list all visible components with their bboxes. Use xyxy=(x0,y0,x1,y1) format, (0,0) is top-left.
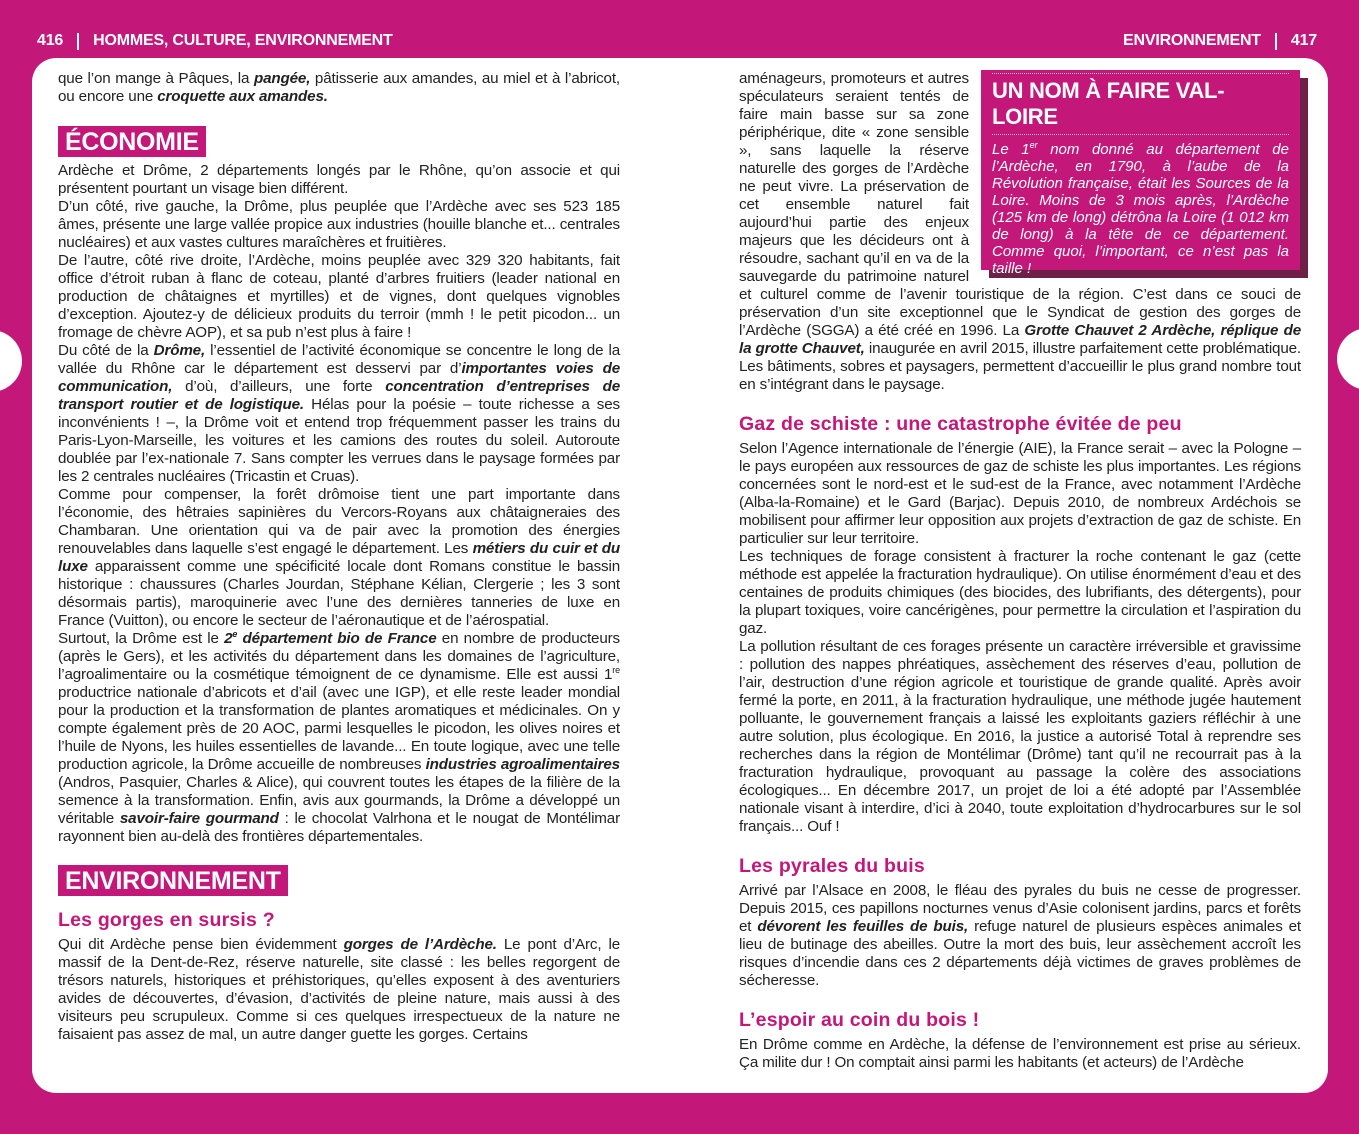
running-head-right xyxy=(1123,30,1317,52)
espoir-paragraph: En Drôme comme en Ardèche, la défense de l’environnement est prise au sérieux. Ça milite dur ! On comptait ainsi parmi les habitants (et acteurs) de l’Ardèche xyxy=(739,1036,1301,1071)
chapter-title: HOMMES, CULTURE, ENVIRONNEMENT xyxy=(93,32,393,49)
economie-paragraph: Ardèche et Drôme, 2 départements longés par le Rhône, qu’on associe et qui présentent pourtant un visage bien différent. xyxy=(58,162,620,197)
sidebar-box-text: Le 1er nom donné au département de l’Ardèche, en 1790, à l’aube de la Révolution française, était les Sources de la Loire. Moins de 3 mois après, l’Ardèche (125 km de long) détrôna la Loire (1 012 km de long) à la tête de ce département. Comme quoi, l’important, ce n’est pas la taille ! xyxy=(992,140,1289,277)
gaz-paragraph: Les techniques de forage consistent à fracturer la roche contenant le gaz (cette méthode est appelée la fracturation hydraulique). On utilise énormément d’eau et des centaines de produits chimiques (des biocides, des lubrifiants, des détergents), pour la plupart toxiques, voire cancérigènes, pour permettre la circulation et l’aspiration du gaz. xyxy=(739,548,1301,637)
pyrales-paragraph: Arrivé par l’Alsace en 2008, le fléau des pyrales du buis ne cesse de progresser. Depuis 2015, ces papillons nocturnes venus d’Asie colonisent jardins, parcs et forêts et dévorent les feuilles de buis, refuge naturel de plusieurs espèces animales et lieu de butinage des abeilles. Outre la mort des buis, leur assèchement accroît les risques d’incendie dans ces 2 départements déjà victimes de graves problèmes de sécheresse. xyxy=(739,882,1301,989)
page-tab-notch-left xyxy=(0,330,22,392)
gaz-paragraph: La pollution résultant de ces forages présente un caractère irréversible et gravissime : pollution des nappes phréatiques, assèchement des réserves d’eau, pollution de l’air, destruction d’une région agricole et touristique de grande qualité. Après avoir fermé la porte, en 2011, à la fracturation hydraulique, une méthode jugée hautement polluante, le gouvernement français a laissé les exploitants gaziers réfléchir à une autre solution, plus écologique. En 2016, la justice a autorisé Total à reprendre ses recherches dans la région de Montélimar (Drôme) tant qu’il ne recourrait pas à la fracturation hydraulique, provoquant au passage la colère des associations écologiques... En décembre 2017, un projet de loi a été adopté par l’Assemblée nationale visant à interdire, d’ici à 2040, toute exploitation d’hydrocarbures sur le sol français... Ouf ! xyxy=(739,638,1301,835)
sidebar-box-panel xyxy=(981,70,1300,277)
subheading-gorges: Les gorges en sursis ? xyxy=(58,909,275,931)
subheading-espoir: L’espoir au coin du bois ! xyxy=(739,1009,980,1031)
page-number-right: 417 xyxy=(1290,32,1317,49)
section-title: ENVIRONNEMENT xyxy=(1123,32,1261,49)
economie-paragraph: De l’autre, côté rive droite, l’Ardèche, moins peuplée avec 329 320 habitants, fait office d’étroit ruban à flanc de coteau, planté d’arbres fruitiers (leader national en production de châtaignes et myrtilles) et de vignes, dont quelques vignobles d’exception. Ajoutez-y de délicieux produits du terroir (mmh ! le petit picodon... un fromage de chèvre AOP), et sa pub n’est plus à faire ! xyxy=(58,252,620,341)
economie-paragraph: Comme pour compenser, la forêt drômoise tient une part importante dans l’économie, des hêtraies sapinières du Vercors-Royans aux châtaigneraies des Chambaran. Une orientation qui va de pair avec la promotion des énergies renouvelables dans laquelle s’est engagé le département. Les métiers du cuir et du luxe apparaissent comme une spécificité locale dont Romans constitue le bassin historique : chaussures (Charles Jourdan, Stéphane Kélian, Clergerie ; les 3 sont désormais partis), maroquinerie avec l’une des dernières tanneries de luxe en France (Vuitton), ou encore le secteur de l’aéronautique et de l’aérospatial. xyxy=(58,486,621,629)
environnement-paragraph: Qui dit Ardèche pense bien évidemment gorges de l’Ardèche. Le pont d’Arc, le massif de la Dent-de-Rez, réserve naturelle, site classé : les belles regorgent de trésors naturels, historiques et préhistoriques, qu’elles exposent à des aventuriers avides de découvertes, d’évasion, d’activités de pleine nature, mais aussi à des visiteurs peu scrupuleux. Comme si ces quelques irrespectueux de la nature ne faisaient pas assez de mal, un autre danger guette les gorges. Certains xyxy=(58,936,620,1043)
left-page-column xyxy=(58,70,620,1044)
page-number-left: 416 xyxy=(37,32,64,49)
separator-bar xyxy=(1275,33,1277,50)
separator-bar xyxy=(77,33,79,50)
section-heading-economie: ÉCONOMIE xyxy=(58,126,206,157)
sidebar-box-title: UN NOM À FAIRE VAL-LOIRE xyxy=(992,73,1289,135)
running-head-left xyxy=(37,30,393,52)
continuation-paragraph: aménageurs, promoteurs et autres spéculateurs seraient tentés de faire main basse sur sa zone périphérique, dite « zone sensible », sans laquelle la réserve naturelle des gorges de l’Ardèche ne peut vivre. La préservation de cet ensemble naturel fait aujourd’hui partie des enjeux majeurs que les décideurs ont à résoudre, sachant qu’il en va de la sauvegarde du patrimoine naturel et culturel comme de l’avenir touristique de la région. C’est dans ce souci de préservation d’un site exceptionnel que le Syndicat de gestion des gorges de l’Ardèche (SGGA) a été créé en 1996. La Grotte Chauvet 2 Ardèche, réplique de la grotte Chauvet, inaugurée en avril 2015, illustre parfaitement cette problématique. Les bâtiments, sobres et paysagers, permettent d’accueillir le plus grand nombre tout en s’intégrant dans le paysage. xyxy=(739,70,1301,393)
economie-paragraph: Surtout, la Drôme est le 2e département bio de France en nombre de producteurs (après le Gers), et les activités du département dans les domaines de l’agriculture, l’agroalimentaire ou la cosmétique témoignent de ce dynamisme. Elle est aussi 1re productrice nationale d’abricots et d’ail (avec une IGP), et elle reste leader mondial pour la production et la transformation de plantes aromatiques et médicinales. On y compte également près de 20 AOC, parmi lesquelles le picodon, les olives noires et l’huile de Nyons, les huiles essentielles de lavande... En toute logique, avec une telle production agricole, la Drôme accueille de nombreuses industries agroalimentaires (Andros, Pasquier, Charles & Alice), qui couvrent toutes les étapes de la filière de la semence à la transformation. Enfin, avis aux gourmands, la Drôme a développé un véritable savoir-faire gourmand : le chocolat Valrhona et le nougat de Montélimar rayonnent bien au-delà des frontières départementales. xyxy=(58,628,621,845)
page-tab-notch-right xyxy=(1337,328,1359,390)
gaz-paragraph: Selon l’Agence internationale de l’énergie (AIE), la France serait – avec la Pologne – le pays européen aux ressources de gaz de schiste les plus importantes. Les régions concernées sont le nord-est et le sud-est de la France, avec notamment l’Ardèche (Alba-la-Romaine) et le Gard (Barjac). Depuis 2010, de nombreux Ardéchois se mobilisent pour affirmer leur opposition aux projets d’extraction de gaz de schiste. En particulier sur leur territoire. xyxy=(739,440,1301,547)
subheading-gaz-de-schiste: Gaz de schiste : une catastrophe évitée de peu xyxy=(739,413,1182,435)
sidebar-box xyxy=(981,70,1300,277)
economie-paragraph: D’un côté, rive gauche, la Drôme, plus peuplée que l’Ardèche avec ses 523 185 âmes, présente une large vallée propice aux industries (houille blanche et... centrales nucléaires) et aux vastes cultures maraîchères et fruitières. xyxy=(58,198,620,251)
economie-paragraph: Du côté de la Drôme, l’essentiel de l’activité économique se concentre le long de la vallée du Rhône car le département est desservi par d’importantes voies de communication, d’où, d’ailleurs, une forte concentration d’entreprises de transport routier et de logistique. Hélas pour la poésie – toute richesse a ses inconvénients ! –, la Drôme voit et entend trop fréquemment passer les trains du Paris-Lyon-Marseille, les voitures et les camions des routes du soleil. Autoroute doublée par l’ex-nationale 7. Sans compter les verrues dans le paysage formées par les 2 centrales nucléaires (Tricastin et Cruas). xyxy=(58,342,621,485)
intro-paragraph: que l’on mange à Pâques, la pangée, pâtisserie aux amandes, au miel et à l’abricot, ou encore une croquette aux amandes. xyxy=(58,70,620,105)
section-heading-environnement: ENVIRONNEMENT xyxy=(58,865,288,896)
subheading-pyrales: Les pyrales du buis xyxy=(739,855,925,877)
